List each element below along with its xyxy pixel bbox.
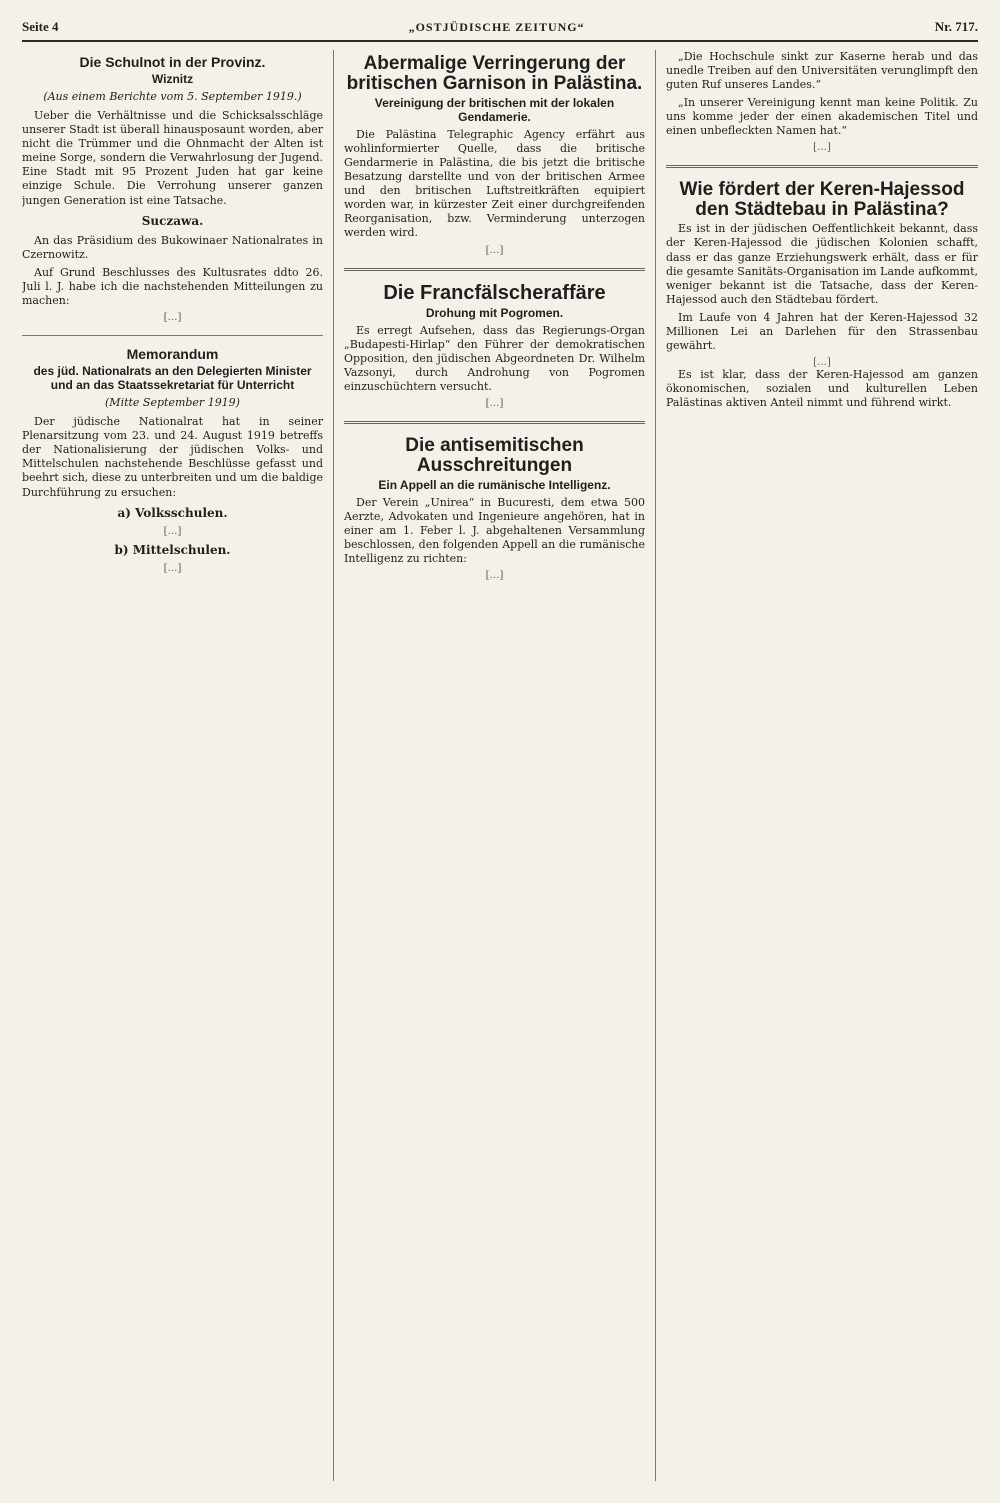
headline: Die Francfälscheraffäre — [383, 281, 606, 304]
page-label: Seite 4 — [22, 19, 59, 34]
paragraph: Es ist klar, dass der Keren-Hajessod am ganzen ökonomischen, sozialen und kulturellen Leben Palästinas aktiven Anteil nimmt und führend wirkt. — [666, 368, 978, 410]
headline: Memorandum — [126, 346, 219, 363]
headline: Die antisemitischen Ausschreitungen — [405, 434, 584, 476]
divider — [22, 335, 323, 336]
issue-label: Nr. 717. — [934, 19, 978, 34]
section-heading: Suczawa. — [141, 213, 204, 228]
column-1 — [22, 50, 334, 1481]
paragraph: Es ist in der jüdischen Oeffentlichkeit bekannt, dass der Keren-Hajessod die jüdischen Kolonien schafft, dass er das ganze Erziehungswerk erhält, dass er für die gesamte Sanitäts-Organisation im Lande aufkommt, weniger bekannt ist die Tatsache, dass der Keren-Hajessod auch den Städtebau fördert. — [666, 222, 978, 306]
byline: (Mitte September 1919) — [105, 396, 240, 410]
paper-title: „OSTJÜDISCHE ZEITUNG“ — [408, 19, 585, 34]
column-2 — [344, 50, 656, 1481]
truncation-mark: […] — [485, 570, 504, 582]
paragraph: An das Präsidium des Bukowinaer Nationalrates in Czernowitz. — [22, 233, 323, 261]
truncation-mark: […] — [813, 142, 831, 154]
headline: Wie fördert der Keren-Hajessod den Städtebau in Palästina? — [679, 179, 965, 221]
section-heading: b) Mittelschulen. — [114, 542, 231, 557]
headline: Die Schulnot in der Provinz. — [79, 54, 266, 70]
subhead: Wiznitz — [151, 72, 194, 87]
article-garnison — [344, 54, 645, 256]
subhead: Ein Appell an die rumänische Intelligenz. — [378, 477, 611, 492]
article-francfaelscher — [344, 283, 645, 409]
paragraph: Die Palästina Telegraphic Agency erfährt aus wohlinformierter Quelle, dass die britische Gendarmerie in Palästina, die bis jetzt die britische Besatzung darstellte und von der britischen Armee und den britischen Luftstreitkräften equipiert worden war, in kürzester Zeit einer durchgreifenden Reorganisation, bzw. Verminderung unterzogen werden wird. — [344, 127, 645, 240]
article-schulnot — [22, 54, 323, 323]
paragraph: Auf Grund Beschlusses des Kultusrates ddto 26. Juli l. J. habe ich die nachstehenden Mitteilungen zu machen: — [22, 265, 323, 307]
subhead: des jüd. Nationalrats an den Delegierten Minister und an das Staatssekretariat für Unterricht — [33, 364, 312, 393]
column-3 — [666, 50, 978, 1481]
divider — [344, 421, 645, 424]
paragraph: Ueber die Verhältnisse und die Schicksalsschläge unserer Stadt ist überall hinausposaunt worden, aber nicht die Trümmer und die Ohnmacht der Alten ist meine Sorge, sondern die Verwahrlosung der Jugend. Eine Stadt mit 95 Prozent Juden hat gar keine einzige Schule. Die Verrohung unserer ganzen jungen Generation ist eine Tatsache. — [22, 109, 323, 207]
article-antisemitische-ausschreitungen — [344, 436, 645, 581]
paragraph: „In unserer Vereinigung kennt man keine Politik. Zu uns komme jeder der einen akademischen Titel und einen unbefleckten Namen hat.“ — [666, 96, 978, 138]
truncation-mark: […] — [163, 312, 182, 324]
byline: (Aus einem Berichte vom 5. September 1919.) — [43, 90, 302, 104]
divider — [344, 268, 645, 271]
masthead — [22, 14, 978, 42]
subhead: Vereinigung der britischen mit der lokalen Gendamerie. — [374, 95, 615, 124]
headline: Abermalige Verringerung der britischen Garnison in Palästina. — [346, 53, 643, 94]
paragraph: Der Verein „Unirea“ in Bucuresti, dem etwa 500 Aerzte, Advokaten und Ingenieure angehören, hat in einer am 1. Feber l. J. abgehaltenen Versammlung beschlossen, den folgenden Appell an die rumänische Intelligenz zu richten: — [344, 495, 645, 566]
subhead: Drohung mit Pogromen. — [425, 305, 564, 320]
divider — [666, 165, 978, 168]
truncation-mark: […] — [485, 244, 504, 256]
section-heading: a) Volksschulen. — [117, 505, 228, 520]
truncation-mark: […] — [813, 357, 831, 369]
article-continuation — [666, 50, 978, 153]
paragraph: Der jüdische Nationalrat hat in seiner Plenarsitzung vom 23. und 24. August 1919 betreffs der Nationalisierung der jüdischen Volks- und Mittelschulen nachstehende Beschlüsse gefasst und beehrt sich, diese zu unterbreiten und um die baldige Durchführung zu ersuchen: — [22, 415, 323, 499]
columns — [22, 50, 978, 1481]
truncation-mark: […] — [163, 562, 182, 574]
paragraph: Es erregt Aufsehen, dass das Regierungs-Organ „Budapesti-Hirlap“ den Führer der demokratischen Opposition, den jüdischen Abgeordneten Dr. Wilhelm Vazsonyi, durch Androhung von Pogromen einzuschüchtern versucht. — [344, 323, 645, 393]
article-keren-hajessod — [666, 180, 978, 410]
paragraph: „Die Hochschule sinkt zur Kaserne herab und das unedle Treiben auf den Universitäten verunglimpft den guten Ruf unseres Landes.“ — [666, 50, 978, 92]
truncation-mark: […] — [163, 525, 182, 537]
truncation-mark: […] — [485, 397, 504, 409]
paragraph: Im Laufe von 4 Jahren hat der Keren-Hajessod 32 Millionen Lei an Darlehen für den Strassenbau gewährt. — [666, 310, 978, 352]
article-memorandum — [22, 346, 323, 574]
